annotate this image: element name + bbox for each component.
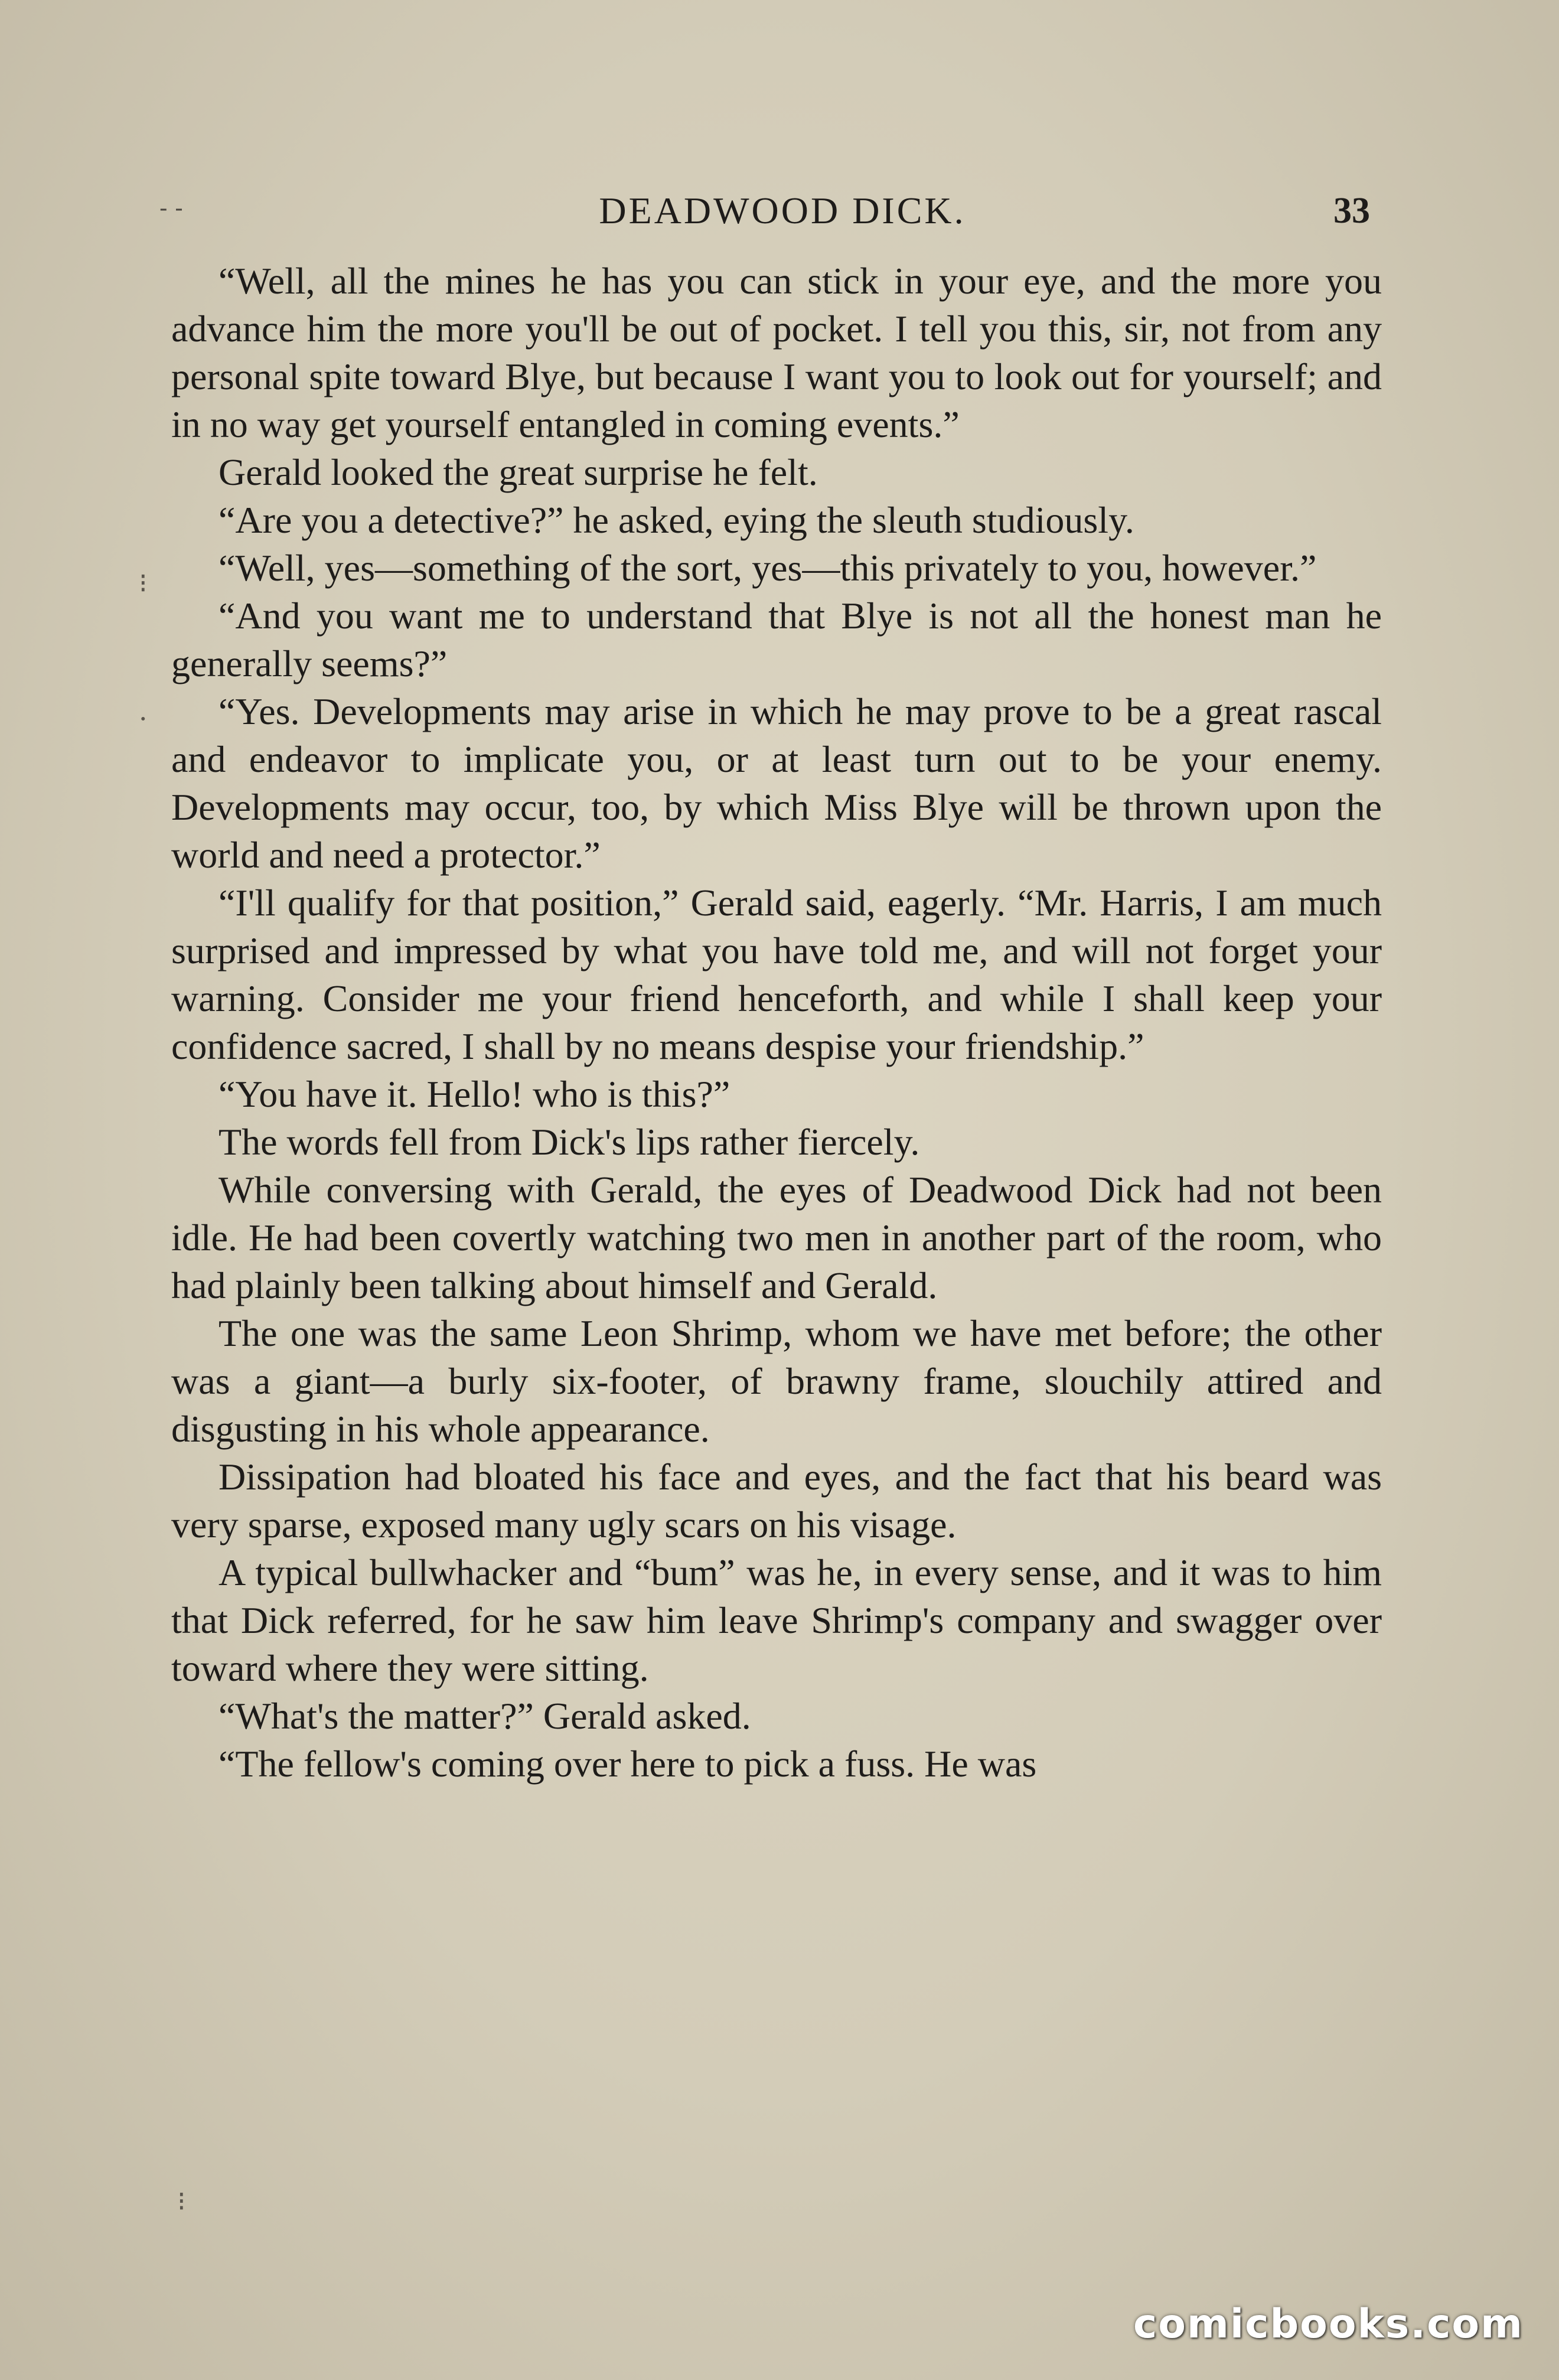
paragraph: “Well, yes—something of the sort, yes—this privately to you, however.” (218, 547, 1317, 589)
paragraph: “I'll qualify for that position,” Gerald said, eagerly. “Mr. Harris, I am much surprised and impressed by what you have told me, and will not forget your warning. Consider me your friend henceforth, and while I shall keep your confidence sacred, I shall by no means despise your friendship.” (171, 882, 1382, 1067)
page-number: 33 (1333, 191, 1370, 231)
margin-mark: · (139, 703, 148, 735)
page-header (159, 189, 1388, 242)
watermark: comicbooks.com (1133, 2301, 1524, 2348)
paragraph: The words fell from Dick's lips rather fiercely. (218, 1121, 920, 1163)
paragraph: A typical bullwhacker and “bum” was he, in every sense, and it was to him that Dick referred, for he saw him leave Shrimp's company and swagger over toward where they were sitting. (171, 1551, 1382, 1689)
running-head: DEADWOOD DICK. (599, 190, 966, 232)
margin-dash: - - (159, 195, 183, 222)
paragraph: “The fellow's coming over here to pick a fuss. He was (218, 1743, 1037, 1785)
paragraph: Gerald looked the great surprise he felt. (218, 451, 818, 493)
paragraph: “Well, all the mines he has you can stick in your eye, and the more you advance him the more you'll be out of pocket. I tell you this, sir, not from any personal spite toward Blye, but because I want you to look out for yourself; and in no way get yourself entangled in coming events.” (171, 260, 1382, 445)
paragraph: “You have it. Hello! who is this?” (218, 1073, 730, 1115)
margin-mark: ⁝ (177, 2185, 186, 2217)
paragraph: While conversing with Gerald, the eyes of Deadwood Dick had not been idle. He had been covertly watching two men in another part of the room, who had plainly been talking about himself and Gerald. (171, 1169, 1382, 1306)
paragraph: Dissipation had bloated his face and eyes, and the fact that his beard was very sparse, exposed many ugly scars on his visage. (171, 1456, 1382, 1546)
body-text (171, 257, 1382, 1788)
paragraph: “Are you a detective?” he asked, eying the sleuth studiously. (218, 499, 1134, 541)
paragraph: “What's the matter?” Gerald asked. (218, 1695, 751, 1737)
paragraph: “Yes. Developments may arise in which he may prove to be a great rascal and endeavor to implicate you, or at least turn out to be your enemy. Developments may occur, too, by which Miss Blye will be thrown upon the world and need a protector.” (171, 690, 1382, 876)
paragraph: The one was the same Leon Shrimp, whom we have met before; the other was a giant—a burly six-footer, of brawny frame, slouchily attired and disgusting in his whole appearance. (171, 1312, 1382, 1450)
margin-mark: ⁝ (139, 567, 148, 599)
paragraph: “And you want me to understand that Blye is not all the honest man he generally seems?” (171, 595, 1382, 684)
